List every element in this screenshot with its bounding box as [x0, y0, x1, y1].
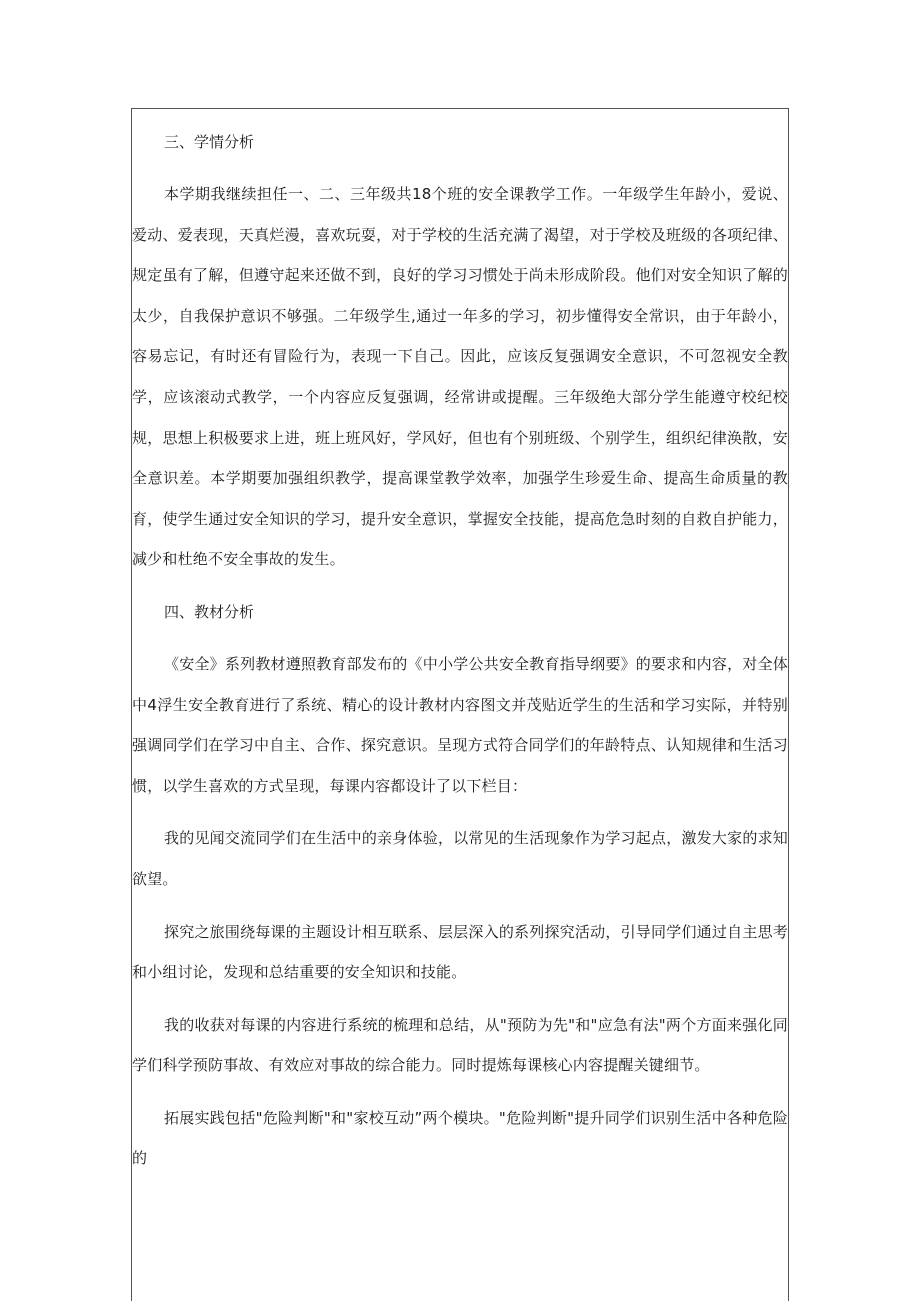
paragraph-exploration-journey: 探究之旅围绕每课的主题设计相互联系、层层深入的系列探究活动，引导同学们通过自主思考和小组讨论，发现和总结重要的安全知识和技能。 — [132, 922, 788, 982]
section-heading-textbook-analysis: 四、教材分析 — [164, 602, 255, 621]
paragraph-my-gains: 我的收获对每课的内容进行系统的梳理和总结，从"预防为先"和"应急有法"两个方面来强化同学们科学预防事故、有效应对事故的综合能力。同时提炼每课核心内容提醒关键细节。 — [132, 1015, 788, 1075]
paragraph-my-observations: 我的见闻交流同学们在生活中的亲身体验，以常见的生活现象作为学习起点，激发大家的求知欲望。 — [132, 829, 788, 888]
paragraph-textbook-intro: 《安全》系列教材遵照教育部发布的《中小学公共安全教育指导纲要》的要求和内容，对全体中4浮生安全教育进行了系统、精心的设计教材内容图文并茂贴近学生的生活和学习实际，并特别强调同学们在学习中自主、合作、探究意识。呈现方式符合同学们的年龄特点、认知规律和生活习惯，以学生喜欢的方式呈现，每课内容都设计了以下栏目： — [132, 654, 788, 795]
section-heading-learning-analysis: 三、学情分析 — [164, 133, 255, 151]
document-body — [132, 122, 788, 1179]
paragraph-extended-practice: 拓展实践包括"危险判断"和"家校互动”两个模块。"危险判断"提升同学们识别生活中各种危险的 — [132, 1108, 788, 1168]
paragraph-learning-analysis: 本学期我继续担任一、二、三年级共18个班的安全课教学工作。一年级学生年龄小，爱说、爱动、爱表现，天真烂漫，喜欢玩耍，对于学校的生活充满了渴望，对于学校及班级的各项纪律、规定虽有了解，但遵守起来还做不到，良好的学习习惯处于尚未形成阶段。他们对安全知识了解的太少，自我保护意识不够强。二年级学生,通过一年多的学习，初步懂得安全常识，由于年龄小，容易忘记，有时还有冒险行为，表现一下自己。因此，应该反复强调安全意识，不可忽视安全教学，应该滚动式教学，一个内容应反复强调，经常讲或提醒。三年级绝大部分学生能遵守校纪校规，思想上积极要求上进，班上班风好，学风好，但也有个别班级、个别学生，组织纪律涣散，安全意识差。本学期要加强组织教学，提高课堂教学效率，加强学生珍爱生命、提高生命质量的教育，使学生通过安全知识的学习，提升安全意识，掌握安全技能，提高危急时刻的自救自护能力，减少和杜绝不安全事故的发生。 — [132, 185, 788, 569]
